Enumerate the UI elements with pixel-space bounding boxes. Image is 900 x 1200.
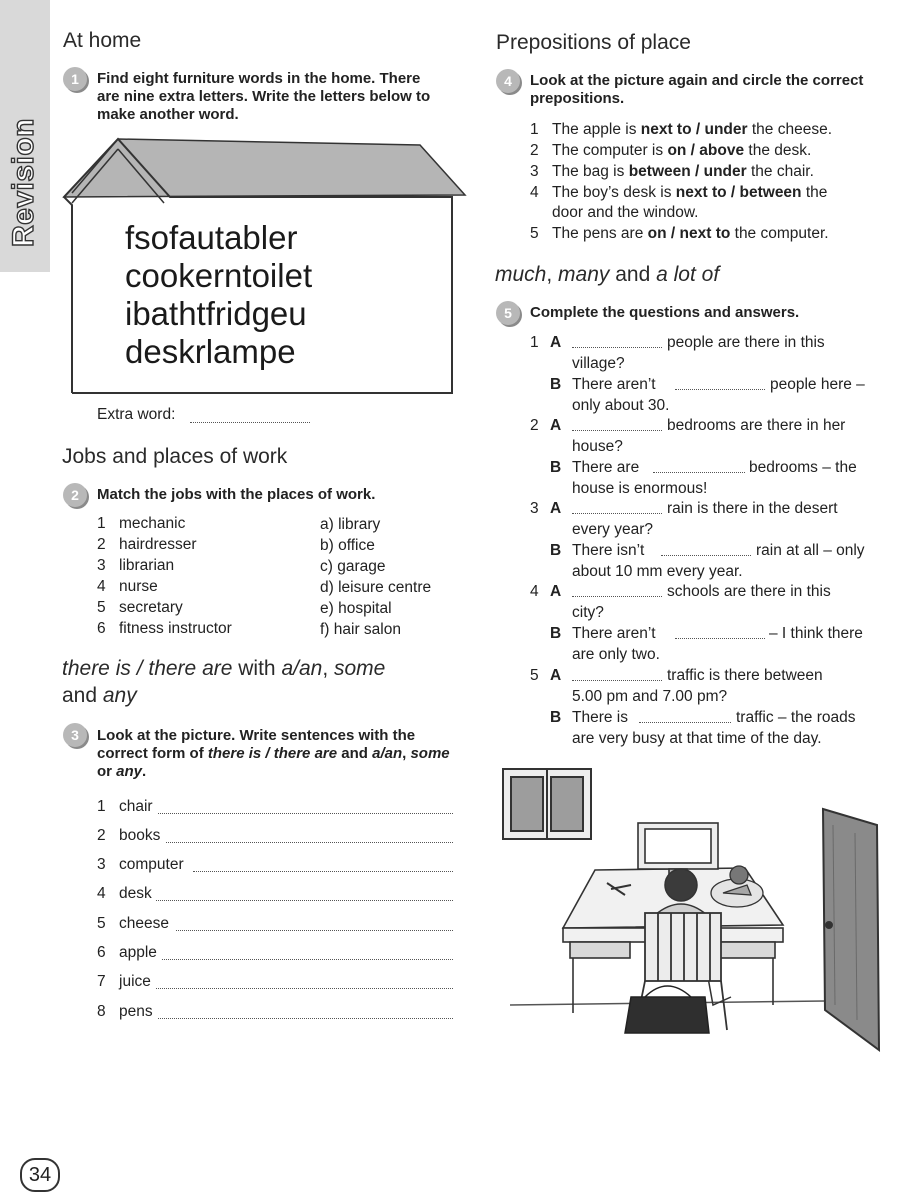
answer-blank[interactable] xyxy=(572,513,662,514)
answer-blank[interactable] xyxy=(572,347,662,348)
question-text: 5.00 pm and 7.00 pm? xyxy=(572,688,728,705)
answer-text: house is enormous! xyxy=(572,480,708,497)
heading-jobs: Jobs and places of work xyxy=(62,445,288,468)
answer-text: about 10 mm every year. xyxy=(572,563,743,580)
qa-letter-a: A xyxy=(550,417,562,434)
exercise-1-instruction: Find eight furniture words in the home. There are nine extra letters. Write the letters below to make another word. xyxy=(97,70,431,123)
heading-there-is-line2: and any xyxy=(62,684,137,707)
answer-blank[interactable] xyxy=(572,596,662,597)
room-illustration xyxy=(495,765,895,1055)
place-item: a) library xyxy=(320,516,381,533)
sentence-item: 2 books xyxy=(97,827,161,844)
preposition-item: 3 The bag is between / under the chair. xyxy=(530,163,814,180)
question-text: traffic is there between xyxy=(667,667,823,684)
job-item: 1 mechanic xyxy=(97,515,186,532)
answer-blank[interactable] xyxy=(661,555,751,556)
qa-number: 1 xyxy=(530,334,539,351)
place-item: e) hospital xyxy=(320,600,392,617)
sentence-blank[interactable] xyxy=(156,988,453,989)
exercise-5-instruction: Complete the questions and answers. xyxy=(530,304,800,321)
door xyxy=(823,809,879,1050)
extra-word-label: Extra word: xyxy=(97,406,176,423)
heading-prepositions: Prepositions of place xyxy=(496,31,691,54)
preposition-item: 4 The boy’s desk is next to / between the xyxy=(530,184,828,201)
qa-letter-b: B xyxy=(550,376,562,393)
answer-text: rain at all – only xyxy=(756,542,865,559)
sentence-item: 6 apple xyxy=(97,944,157,961)
qa-number: 2 xyxy=(530,417,539,434)
exercise-4-badge: 4 xyxy=(496,69,520,93)
preposition-item: 1 The apple is next to / under the cheese. xyxy=(530,121,832,138)
heading-there-is-line1: there is / there are with a/an, some xyxy=(62,657,386,680)
exercise-4-instruction: Look at the picture again and circle the correct prepositions. xyxy=(530,72,864,107)
question-text: schools are there in this xyxy=(667,583,831,600)
qa-letter-b: B xyxy=(550,542,562,559)
qa-letter-a: A xyxy=(550,667,562,684)
qa-letter-a: A xyxy=(550,500,562,517)
place-item: d) leisure centre xyxy=(320,579,432,596)
heading-much-many: much, many and a lot of xyxy=(495,263,720,286)
puzzle-line-4: deskrlampe xyxy=(125,333,296,370)
question-text: people are there in this xyxy=(667,334,825,351)
answer-blank[interactable] xyxy=(572,430,662,431)
answer-text: There are xyxy=(572,459,640,476)
job-item: 2 hairdresser xyxy=(97,536,197,553)
qa-number: 4 xyxy=(530,583,539,600)
answer-text: There is xyxy=(572,709,628,726)
question-text: rain is there in the desert xyxy=(667,500,838,517)
sentence-item: 7 juice xyxy=(97,973,151,990)
sentence-blank[interactable] xyxy=(158,813,453,814)
place-item: b) office xyxy=(320,537,375,554)
qa-letter-a: A xyxy=(550,583,562,600)
answer-text: There aren’t xyxy=(572,625,656,642)
sentence-blank[interactable] xyxy=(156,900,453,901)
question-text: every year? xyxy=(572,521,653,538)
page-number: 34 xyxy=(20,1158,60,1192)
question-text: bedrooms are there in her xyxy=(667,417,846,434)
exercise-2-instruction: Match the jobs with the places of work. xyxy=(97,486,376,503)
sentence-item: 3 computer xyxy=(97,856,184,873)
job-item: 3 librarian xyxy=(97,557,175,574)
job-item: 6 fitness instructor xyxy=(97,620,232,637)
question-text: house? xyxy=(572,438,623,455)
revision-label: Revision xyxy=(7,117,40,248)
sentence-blank[interactable] xyxy=(162,959,453,960)
qa-letter-a: A xyxy=(550,334,562,351)
answer-text: are only two. xyxy=(572,646,660,663)
question-text: city? xyxy=(572,604,604,621)
preposition-item: 5 The pens are on / next to the computer. xyxy=(530,225,829,242)
qa-letter-b: B xyxy=(550,709,562,726)
heading-at-home: At home xyxy=(63,29,142,52)
answer-blank[interactable] xyxy=(675,638,765,639)
qa-letter-b: B xyxy=(550,459,562,476)
answer-text: There aren’t xyxy=(572,376,656,393)
answer-text: There isn’t xyxy=(572,542,645,559)
answer-text: – I think there xyxy=(769,625,863,642)
answer-blank[interactable] xyxy=(675,389,765,390)
puzzle-line-2: cookerntoilet xyxy=(125,257,313,294)
sentence-blank[interactable] xyxy=(193,871,453,872)
exercise-3-instruction: Look at the picture. Write sentences with the correct form of there is / there are and a/an, some or any. xyxy=(97,727,450,780)
question-text: village? xyxy=(572,355,625,372)
sentence-blank[interactable] xyxy=(176,930,453,931)
answer-text: people here – xyxy=(770,376,865,393)
answer-text: traffic – the roads xyxy=(736,709,856,726)
puzzle-line-3: ibathtfridgeu xyxy=(125,295,307,332)
job-item: 5 secretary xyxy=(97,599,183,616)
sentence-item: 4 desk xyxy=(97,885,152,902)
answer-blank[interactable] xyxy=(653,472,745,473)
qa-letter-b: B xyxy=(550,625,562,642)
preposition-item: 2 The computer is on / above the desk. xyxy=(530,142,812,159)
extra-word-blank[interactable] xyxy=(190,422,310,423)
sentence-blank[interactable] xyxy=(158,1018,453,1019)
revision-tab xyxy=(0,0,50,272)
qa-number: 3 xyxy=(530,500,539,517)
sentence-item: 5 cheese xyxy=(97,915,169,932)
place-item: f) hair salon xyxy=(320,621,401,638)
sentence-item: 8 pens xyxy=(97,1003,153,1020)
exercise-5-badge: 5 xyxy=(496,301,520,325)
answer-text: bedrooms – the xyxy=(749,459,857,476)
preposition-item-continued: door and the window. xyxy=(552,204,699,221)
puzzle-line-1: fsofautabler xyxy=(125,219,298,256)
place-item: c) garage xyxy=(320,558,386,575)
sentence-item: 1 chair xyxy=(97,798,153,815)
exercise-3-badge: 3 xyxy=(63,723,87,747)
job-item: 4 nurse xyxy=(97,578,158,595)
exercise-2-badge: 2 xyxy=(63,483,87,507)
window xyxy=(503,769,591,839)
bag xyxy=(625,986,709,1033)
sentence-blank[interactable] xyxy=(166,842,453,843)
answer-blank[interactable] xyxy=(572,680,662,681)
answer-text: only about 30. xyxy=(572,397,670,414)
answer-text: are very busy at that time of the day. xyxy=(572,730,822,747)
exercise-1-badge: 1 xyxy=(63,67,87,91)
qa-number: 5 xyxy=(530,667,539,684)
answer-blank[interactable] xyxy=(639,722,731,723)
